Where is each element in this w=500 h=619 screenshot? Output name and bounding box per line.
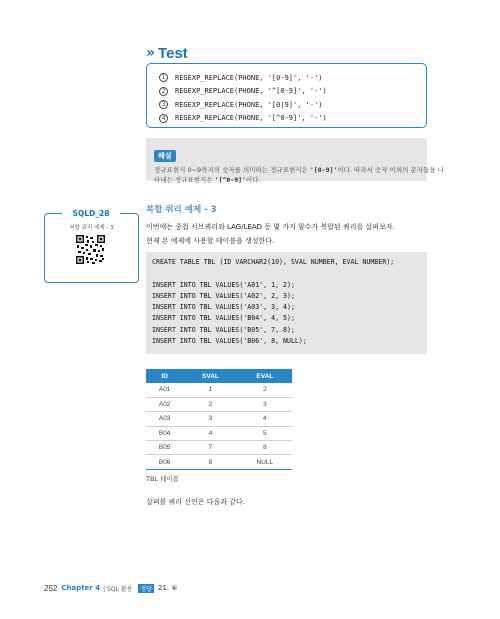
closing-paragraph: 살펴볼 쿼리 선언은 다음과 같다. — [146, 498, 246, 506]
table-row — [146, 441, 292, 455]
explanation-text: 이다. — [245, 176, 261, 184]
option-text: REGEXP_REPLACE(PHONE, '[^0-9]', '-') — [175, 114, 327, 123]
code-line: CREATE TABLE TBL (ID VARCHAR2(10), SVAL NUMBER, EVAL NUMBER); — [152, 258, 395, 266]
table-cell: 8 — [238, 441, 292, 455]
chapter-title: | SQL 활용 — [103, 585, 133, 593]
table-row — [146, 397, 292, 411]
table-cell: A02 — [146, 397, 183, 411]
option-1 — [159, 71, 426, 85]
explanation-text: 정규표현식 0~9까지의 숫자를 의미하는 정규표현식은 — [154, 166, 310, 174]
code-line: INSERT INTO TBL VALUES('B06', 8, NULL); — [152, 337, 307, 346]
column-header: EVAL — [238, 369, 292, 383]
qr-code-icon[interactable] — [76, 235, 105, 264]
explanation-line-2 — [154, 175, 419, 185]
table-row — [146, 412, 292, 426]
explanation-code: '[^0-9]' — [214, 176, 246, 184]
option-4 — [159, 112, 426, 126]
explanation-text: 이다. 따라서 숫자 이외의 문자들을 나 — [337, 166, 444, 174]
table-cell: 4 — [183, 426, 237, 440]
column-header: ID — [146, 369, 183, 383]
table-cell: B05 — [146, 441, 183, 455]
explanation-text: 타내는 정규표현식은 — [154, 176, 215, 184]
double-chevron-icon: » — [146, 45, 153, 61]
explanation-code: '[0-9]' — [309, 166, 338, 174]
table-cell: 4 — [238, 412, 292, 426]
table-cell: 2 — [238, 383, 292, 397]
section-paragraph-1: 이번에는 중첩 서브쿼리와 LAG/LEAD 등 몇 가지 함수가 복합된 쿼리를 살펴보자. — [146, 223, 395, 231]
table-cell: 3 — [238, 397, 292, 411]
answer-text: 21. ④ — [157, 584, 178, 592]
section-title: 복합 쿼리 예제 - 3 — [146, 205, 217, 215]
test-title: Test — [158, 44, 188, 62]
code-line — [152, 268, 421, 279]
option-text: REGEXP_REPLACE(PHONE, '[0-9]', '-') — [175, 73, 323, 82]
explanation-badge: 해설 — [154, 150, 176, 162]
column-header: SVAL — [183, 369, 237, 383]
code-block — [146, 252, 427, 354]
qr-caption: 복합 쿼리 예제 - 3 — [69, 225, 114, 231]
option-number: 2 — [159, 87, 168, 96]
option-3 — [159, 98, 426, 112]
page-footer — [44, 583, 178, 593]
table-cell: 7 — [183, 441, 237, 455]
table-cell: 5 — [238, 426, 292, 440]
section-paragraph-2: 현재 본 예제에 사용할 테이블을 생성한다. — [146, 237, 275, 245]
code-line: INSERT INTO TBL VALUES('A01', 1, 2); — [152, 280, 295, 289]
tbl-table — [146, 369, 292, 470]
table-cell: 2 — [183, 397, 237, 411]
chapter-label: Chapter 4 — [61, 584, 101, 592]
table-cell: 3 — [183, 412, 237, 426]
test-heading — [146, 44, 188, 62]
option-text: REGEXP_REPLACE(PHONE, '[0|9]', '-') — [175, 100, 323, 109]
answer-badge: 정답 — [140, 585, 152, 593]
table-caption: TBL 테이블 — [146, 475, 179, 483]
code-line: INSERT INTO TBL VALUES('A03', 3, 4); — [152, 303, 295, 312]
table-cell: B06 — [146, 455, 183, 469]
option-number: 3 — [159, 100, 168, 109]
table-cell: A01 — [146, 383, 183, 397]
table-cell: NULL — [238, 455, 292, 469]
explanation-line-1 — [154, 165, 444, 175]
code-line: INSERT INTO TBL VALUES('B05', 7, 8); — [152, 325, 295, 334]
option-number: 4 — [159, 114, 168, 123]
code-line: INSERT INTO TBL VALUES('A02', 2, 3); — [152, 291, 295, 300]
option-number: 1 — [159, 73, 168, 82]
table-cell: A03 — [146, 412, 183, 426]
table-cell: 8 — [183, 455, 237, 469]
table-row — [146, 426, 292, 440]
code-line: INSERT INTO TBL VALUES('B04', 4, 5); — [152, 314, 295, 323]
table-cell: B04 — [146, 426, 183, 440]
option-2 — [159, 85, 426, 99]
table-row — [146, 383, 292, 397]
option-text: REGEXP_REPLACE(PHONE, '^[0-9]', '-') — [175, 87, 327, 96]
explanation-box — [146, 138, 444, 184]
test-options-box — [146, 63, 427, 128]
table-row — [146, 455, 292, 469]
table-cell: 1 — [183, 383, 237, 397]
qr-tag: SQLD_28 — [62, 207, 120, 220]
table-header-row — [146, 369, 292, 383]
page-number: 252 — [44, 583, 58, 593]
